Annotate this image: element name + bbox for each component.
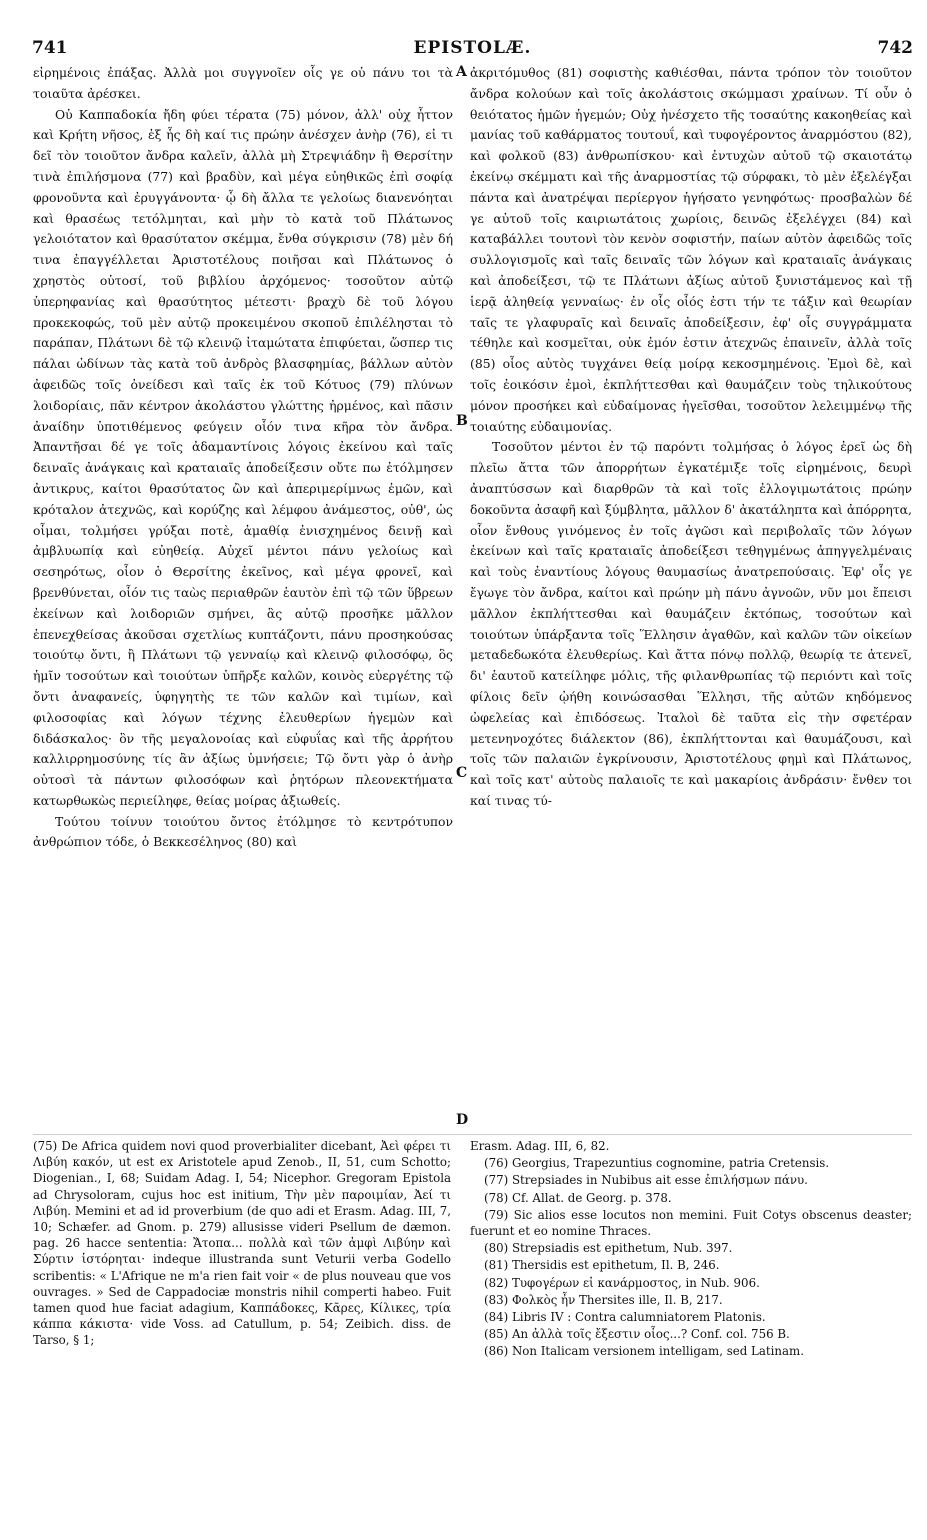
footnote: (86) Non Italicam versionem intelligam, sed Latinam.	[484, 1344, 804, 1359]
footnote: (81) Thersidis est epithetum, Il. B, 246.	[484, 1258, 720, 1273]
section-marker-b: B	[456, 413, 468, 429]
footnotes-right	[470, 1138, 912, 1523]
left-paragraph: Τούτου τοίνυν τοιούτου ὄντος ἐτόλμησε τὸ κεντρότυπον ἀνθρώπιον τόδε, ὁ Βεκκεσέληνος (80) καὶ	[33, 813, 453, 850]
section-marker-d: D	[456, 1112, 469, 1128]
footnotes-left	[33, 1138, 451, 1523]
page-number-right: 742	[877, 38, 913, 58]
section-marker-a: A	[456, 64, 467, 80]
page-header	[32, 38, 913, 60]
footnote: (82) Τυφογέρων εἰ κανάρμοστος, in Nub. 906.	[484, 1275, 760, 1290]
right-paragraph: ἀκριτόμυθος (81) σοφιστὴς καθιέσθαι, πάντα τρόπον τὸν τοιοῦτον ἄνδρα κολούων καὶ τοῖς ἀκολάστοις σκώμμασι χραίνων. Τί οὖν ὁ θειότατος ἡμῶν ἡγεμών; Οὐχ ἠνέσχετο τῆς τοσαύτης κακοηθείας καὶ μανίας τοῦ καθάρματος τουτουΐ, καὶ τυφογέροντος ἀναρμόστου (82), καὶ φολκοῦ (83) ἀνθρωπίσκου· καὶ ἐντυχὼν αὐτοῦ τῷ σκαιοτάτῳ ἐκείνῳ σκέμματι καὶ τῆς ἀναρμοστίας τῷ σύρφακι, τὸ μὲν ἐξελέγξαι πάντα καὶ ἀνατρέψαι περίεργον ἡγήσατο γενηφότως· προσβαλὼν δέ γε αὐτοῦ τοῖς καιριωτάτοις χωρίοις, δεινῶς ἐξελέγχει (84) καὶ καταβάλλει τουτονὶ τὸν κενὸν σοφιστήν, παίων αὐτὸν ἀφειδῶς τοῖς συλλογισμοῖς καὶ ταῖς δειναῖς τῶν λόγων καὶ κραταιαῖς ἀνάγκαις καὶ ἀποδείξεσι, τῷ τε Πλάτωνι ἀξίως αὐτοῦ ξυνιστάμενος καὶ τῇ ἱερᾷ ἀληθείᾳ γενναίως· ἐν οἷς οἷός ἐστι τήν τε τάξιν καὶ θεωρίαν ταῖς τε γλαφυραῖς καὶ δειναῖς ἀποδείξεσιν, ἐφ' οἷς συγγράμματα τέθηλε καὶ κοσμεῖται, οὐκ ἐμόν ἐστιν ἀτεχνῶς ἐπαινεῖν, ἀλλὰ τοῖς (85) οἷος αὐτὸς τυγχάνει θείᾳ μοίρᾳ κεκοσμημένοις. Ἐμοὶ δὲ, καὶ τοῖς ἐοικόσιν ἐμοὶ, ἐκπλήττεσθαι καὶ θαυμάζειν τοὺς τηλικούτους μόνον προσήκει καὶ εὐδαίμονας ἡγεῖσθαι, τοσοῦτον λελειμμένῳ τῆς τοιαύτης εὐδαιμονίας.	[470, 65, 912, 434]
footnote: (79) Sic alios esse locutos non memini. Fuit Cotys obscenus deaster; fuerunt et eo nomine Thraces.	[470, 1207, 912, 1239]
footnote: (80) Strepsiadis est epithetum, Nub. 397.	[484, 1241, 733, 1256]
footnote: Erasm. Adag. III, 6, 82.	[470, 1139, 610, 1153]
footnote: (78) Cf. Allat. de Georg. p. 378.	[484, 1190, 672, 1205]
footnote: (83) Φολκὸς ἦν Thersites ille, Il. B, 217.	[484, 1292, 723, 1307]
right-column	[470, 63, 912, 1133]
footnote: (75) De Africa quidem novi quod proverbialiter dicebant, Ἀεὶ φέρει τι Λιβύη κακόν, ut est ex Aristotele apud Zenob., II, 51, cum Schotto; Diogenian., I, 68; Suidam Adag. I, 54; Nicephor. Gregoram Epistola ad Chrysoloram, cujus hoc est initium, Τὴν μὲν παροιμίαν, Ἀεί τι Λιβύη. Memini et ad id proverbium (de quo adi et Erasm. Adag. III, 7, 10; Schæfer. ad Gnom. p. 279) allusisse videri Psellum de dæmon. pag. 26 hacce sententia: Ἄτοπα... πολλὰ καὶ τῶν ἀμφὶ Λιβύην καὶ Σύρτιν ἱστόρηται· indeque illustranda sunt Veturii verba Godello scribentis: « L'Afrique ne m'a rien fait voir « de plus nouveau que vos ouvrages. » Sed de Cappadociæ monstris nihil comperti habeo. Fuit tamen quod hue faciat adagium, Καππάδοκες, Κᾶρες, Κίλικες, τρία κάππα κάκιστα· vide Voss. ad Catullum, p. 54; Zeibich. diss. de Tarso, § 1;	[33, 1139, 451, 1348]
footnote: (77) Strepsiades in Nubibus ait esse ἐπιλήσμων πάνυ.	[484, 1173, 808, 1188]
right-paragraph: Τοσοῦτον μέντοι ἐν τῷ παρόντι τολμήσας ὁ λόγος ἐρεῖ ὡς δὴ πλεῖω ἄττα τῶν ἀπορρήτων ἐγκατέμιξε τοῖς εἰρημένοις, δευρὶ ἀναπτύσσων καὶ διαρθρῶν τὰ καὶ τοῖς ἐλλογιμωτάτοις πρώην δοκοῦντα ἀσαφῆ καὶ ξύμβλητα, μᾶλλον δ' ἀκατάληπτα καὶ ἀπόρρητα, οἷον ἔνθους γινόμενος ἐν τοῖς ἀγῶσι καὶ περιβολαῖς τῶν λόγων ἐκείνων καὶ ταῖς κραταιαῖς ἀποδείξεσι τεθηγμένως ἀπηγγελμέναις καὶ τοὺς ἐναντίους λόγους θαυμασίως ἀνατρεπούσαις. Ἐφ' οἷς γε ἔγωγε τὸν ἄνδρα, καίτοι καὶ πρώην μὴ πάνυ ἀγνοῶν, νῦν μοι ἔπεισι μᾶλλον ἐκπλήττεσθαι καὶ θαυμάζειν ἐκτόπως, τοσούτων καὶ τοιούτων ὑπάρξαντα τοῖς Ἕλλησιν ἀγαθῶν, καὶ καλῶν τῶν οἰκείων μεταδεδωκότα ἐλευθερίως. Καὶ ἄττα πόνῳ πολλῷ, θεωρίᾳ τε ἀτενεῖ, δι' ἑαυτοῦ κατείληφε μόλις, τῆς φιλανθρωπίας τῷ περιόντι καὶ τοῖς φίλοις δεῖν ᾠήθη κοινώσασθαι Ἕλλησι, τῆς αὐτῶν κηδόμενος ὠφελείας καὶ ἐπιδόσεως. Ἰταλοὶ δὲ ταῦτα εἰς τὴν σφετέραν μετενηνοχότες διάλεκτον (86), ἐκπλήττονται καὶ θαυμάζουσι, καὶ τοῖς τῶν παλαιῶν ἐγκρίνουσιν, Ἀριστοτέλους φημὶ καὶ Πλάτωνος, καὶ τοῖς κατ' αὐτοὺς παλαιοῖς τε καὶ μακαρίοις ἀνδράσιν· ἔνθεν τοι καί τινας τύ-	[470, 439, 912, 808]
running-title: EPISTOLÆ.	[413, 38, 532, 58]
footnote: (84) Libris IV : Contra calumniatorem Platonis.	[484, 1310, 766, 1325]
left-paragraph: εἰρημένοις ἐπάξας. Ἀλλὰ μοι συγγνοῖεν οἷς γε οὐ πάνυ τοι τὰ τοιαῦτα ἀρέσκει.	[33, 65, 453, 101]
left-column	[33, 63, 453, 1133]
left-paragraph: Οὐ Καππαδοκία ἤδη φύει τέρατα (75) μόνον, ἀλλ' οὐχ ἧττον καὶ Κρήτη νῆσος, ἐξ ἧς δὴ καί τις πρώην ἀνέσχεν ἀνὴρ (76), εἰ τι δεῖ τὸν τοιοῦτον ἄνδρα καλεῖν, ἀλλὰ μὴ Στρεψιάδην ἢ Θερσίτην τινὰ ἐπιλήσμονα (77) καὶ βραδὺν, καὶ μέγα εὐηθικῶς ἐπὶ σοφίᾳ φρονοῦντα καὶ ἐρυγγάνοντα· ᾧ δὴ ἄλλα τε γελοίως διανενόηται καὶ θρασέως τετόλμηται, καὶ μὴν τὸ κατὰ τοῦ Πλάτωνος γελοιότατον καὶ θρασύτατον σκέμμα, ἔνθα σύγκρισιν (78) μὲν δή τινα ἐπαγγέλλεται Ἀριστοτέλους ποιῆσαι καὶ Πλάτωνος ὁ χρηστὸς οὑτοσί, τοῦ βιβλίου ἀρχόμενος· τοσοῦτον αὐτῷ ὑπερηφανίας καὶ θρασύτητος μέτεστι· βραχὺ δὲ τοῦ λόγου προκεκοφώς, τοῦ μὲν αὐτῷ προκειμένου σκοποῦ ἐπιλέλησται τὸ παράπαν, Πλάτωνι δὲ τῷ κλεινῷ ἰταμώτατα ἐπιφύεται, ὥσπερ τις πάλαι ὠδίνων τὰς κατὰ τοῦ ἀνδρὸς βλασφημίας, βάλλων αὐτὸν ἀφειδῶς τοῖς ὀνείδεσι καὶ ταῖς ἐκ τοῦ Κότυος (79) πλύνων λοιδορίαις, πᾶν κέντρον ἀκολάστου γλώττης ἠρμένος, καὶ πᾶσιν ἀναίδην ὑποτιθέμενος φεύγειν οἷόν τινα κῆρα τὸν ἄνδρα. Ἀπαντῆσαι δέ γε τοῖς ἀδαμαντίνοις λόγοις ἐκείνου καὶ ταῖς δειναῖς ἀνάγκαις καὶ κραταιαῖς ἀποδείξεσιν οὔτε πω ἐτόλμησεν ἀντικρυς, καίτοι θρασύτατος ὢν καὶ ἀπεριμερίμνως ἐμῶν, καὶ κρόταλον ἀτεχνῶς, καὶ κορύζης καὶ λέμφου ἀνάμεστος, οὐθ', ὡς οἶμαι, τολμήσει γρύξαι ποτὲ, ἀμαθίᾳ ἐνισχημένος δεινῇ καὶ ἀμβλυωπίᾳ καὶ εὐηθείᾳ. Αὐχεῖ μέντοι πάνυ γελοίως καὶ σεσηρότως, οἷον ὁ Θερσίτης ἐκεῖνος, καὶ μέγα φρονεῖ, καὶ βρενθύνεται, οἷόν τις ταὼς περιαθρῶν ἑαυτὸν ἐπὶ τῷ τῶν ὕβρεων ἐκείνων καὶ λοιδοριῶν σμήνει, ἃς αὐτῷ προσῆκε μᾶλλον ἐπενεχθείσας ἀκοῦσαι σχετλίως κυπτάζοντι, πάνυ προσηκούσας τοιούτῳ ὄντι, ἢ Πλάτωνι τῷ γενναίῳ καὶ κλεινῷ φιλοσόφῳ, ὃς ἡμῖν τοσούτων καὶ τοιούτων ὑπῆρξε καλῶν, κοινὸς εὐεργέτης τῷ ὄντι ἀναφανείς, ὑφηγητὴς τε τῶν καλῶν καὶ τιμίων, καὶ φιλοσοφίας καὶ λόγων τέχνης ἐλευθερίων ἡγεμὼν καὶ διδάσκαλος· ὃν τῆς μεγαλονοίας καὶ εὐφυΐας καὶ τῆς ἀρρήτου καλλιρρημοσύνης τίς ἂν ἀξίως ὑμνήσειε; Τῷ ὄντι γὰρ ὁ ἀνὴρ οὑτοσὶ τὰ πάντων φιλοσόφων καὶ ῥητόρων πλεονεκτήματα κατωρθωκὼς περιείληφε, θείας μοίρας ἀξιωθείς.	[33, 106, 453, 808]
section-marker-c: C	[456, 765, 468, 781]
page-number-left: 741	[32, 38, 68, 58]
footnote: (76) Georgius, Trapezuntius cognomine, patria Cretensis.	[484, 1156, 830, 1171]
footnote-divider	[33, 1134, 912, 1135]
footnote: (85) An ἀλλὰ τοῖς ἔξεστιν οἷος...? Conf. col. 756 B.	[484, 1327, 790, 1342]
